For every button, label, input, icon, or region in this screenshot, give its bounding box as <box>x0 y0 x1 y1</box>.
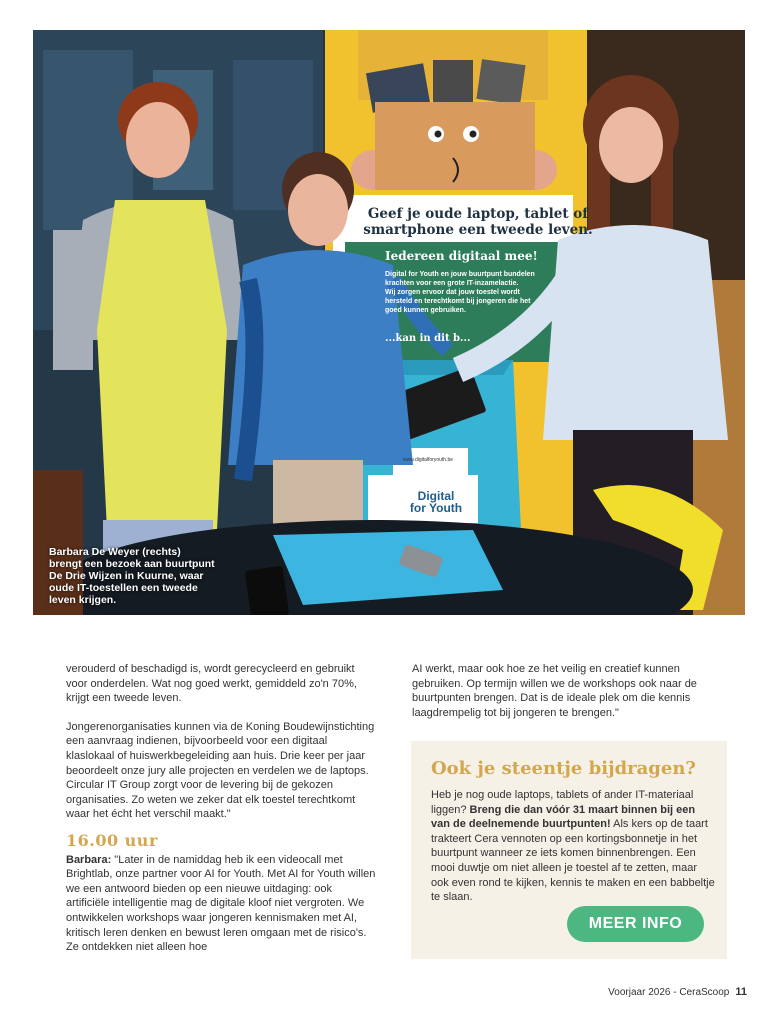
footer-text: Voorjaar 2026 - CeraScoop <box>608 987 730 998</box>
caption-line: leven krijgen. <box>49 594 117 606</box>
article-photo <box>33 30 745 615</box>
poster-body-line: Wij zorgen ervoor dat jouw toestel wordt <box>385 289 520 296</box>
logo-line: Digital <box>417 489 455 503</box>
poster-headline <box>363 206 593 238</box>
article-column-right <box>412 662 722 734</box>
collection-box-url: www.digitalforyouth.be <box>403 457 454 463</box>
info-text: Als kers op de taart trakteert Cera vennoten op een kortingsbonnetje in het buurtpunt wanneer ze iets komen binnenbrengen. Een mooi duwtje om niet alleen je toestel af te zetten, maar ook even rond te kijken, kennis te maken en een babbeltje te slaan. <box>431 818 715 904</box>
quote-text: "Later in de namiddag heb ik een videocall met Brightlab, onze partner voor AI for Youth. Met AI for Youth willen we een antwoord bieden op een nieuwe uitdaging: ook artificiële intelligentie mag de digitale kloof niet vergroten. We ontwikkelen workshops waar jongeren kennismaken met AI, kritisch leren denken en bewust leren omgaan met de risico's. Ze ontdekken niet alleen hoe <box>66 853 376 954</box>
digital-for-youth-logo <box>391 490 481 514</box>
article-column-left <box>66 662 376 955</box>
paragraph <box>66 853 376 955</box>
page-footer <box>608 986 747 998</box>
poster-bottom-text: ...kan in dit b... <box>385 333 471 344</box>
paragraph: Jongerenorganisaties kunnen via de Koning Boudewijnstichting een aanvraag indienen, bijvoorbeeld voor een digitaal klaslokaal of huiswerkbegeleiding aan huis. Drie keer per jaar beoordeelt onze jury alle projecten en verdelen we de laptops. Circular IT Group zorgt voor de levering bij de gekozen organisaties. Zo weten we zeker dat elk toestel terechtkomt waar het écht het verschil maakt." <box>66 720 375 821</box>
info-text: Heb je nog oude laptops, tablets of ander IT-materiaal liggen? <box>431 789 694 816</box>
poster-body-line: hersteld en terechtkomt bij jongeren die het <box>385 298 531 305</box>
paragraph: verouderd of beschadigd is, wordt gerecycleerd en gebruikt voor onderdelen. Wat nog goed werkt, gemiddeld zo'n 70%, krijgt een tweede leven. <box>66 663 357 705</box>
caption-line: brengt een bezoek aan buurtpunt <box>49 558 215 570</box>
poster-tagline: Iedereen digitaal mee! <box>385 249 538 263</box>
speaker-name: Barbara: <box>66 853 112 866</box>
poster-body-line: Digital for Youth en jouw buurtpunt bundelen <box>385 271 535 278</box>
poster-body <box>385 270 565 315</box>
paragraph: AI werkt, maar ook hoe ze het veilig en creatief kunnen gebruiken. Op termijn willen we de workshops ook naar de buurtpunten brengen. Dat is de ideale plek om die kennis laagdrempelig tot bij jongeren te brengen." <box>412 663 697 719</box>
poster-body-line: goed kunnen gebruiken. <box>385 307 466 314</box>
poster-headline-line: Geef je oude laptop, tablet of <box>367 206 589 222</box>
caption-line: Barbara De Weyer (rechts) <box>49 546 181 558</box>
caption-line: De Drie Wijzen in Kuurne, waar <box>49 570 204 582</box>
time-heading: 16.00 uur <box>66 830 158 850</box>
more-info-button[interactable]: MEER INFO <box>567 906 704 942</box>
photo-caption <box>49 546 269 606</box>
poster-headline-line: smartphone een tweede leven. <box>363 222 593 238</box>
info-text-bold: Breng die dan vóór 31 maart binnen bij een van de deelnemende buurtpunten! <box>431 803 696 831</box>
info-box-title: Ook je steentje bijdragen? <box>431 758 696 779</box>
info-box-body <box>431 788 717 905</box>
info-box <box>411 741 727 959</box>
photo-illustration <box>33 30 745 615</box>
caption-line: oude IT-toestellen een tweede <box>49 582 198 594</box>
poster-body-line: krachten voor een grote IT-inzamelactie. <box>385 280 519 287</box>
page-number: 11 <box>735 986 747 998</box>
logo-line: for Youth <box>409 501 463 515</box>
